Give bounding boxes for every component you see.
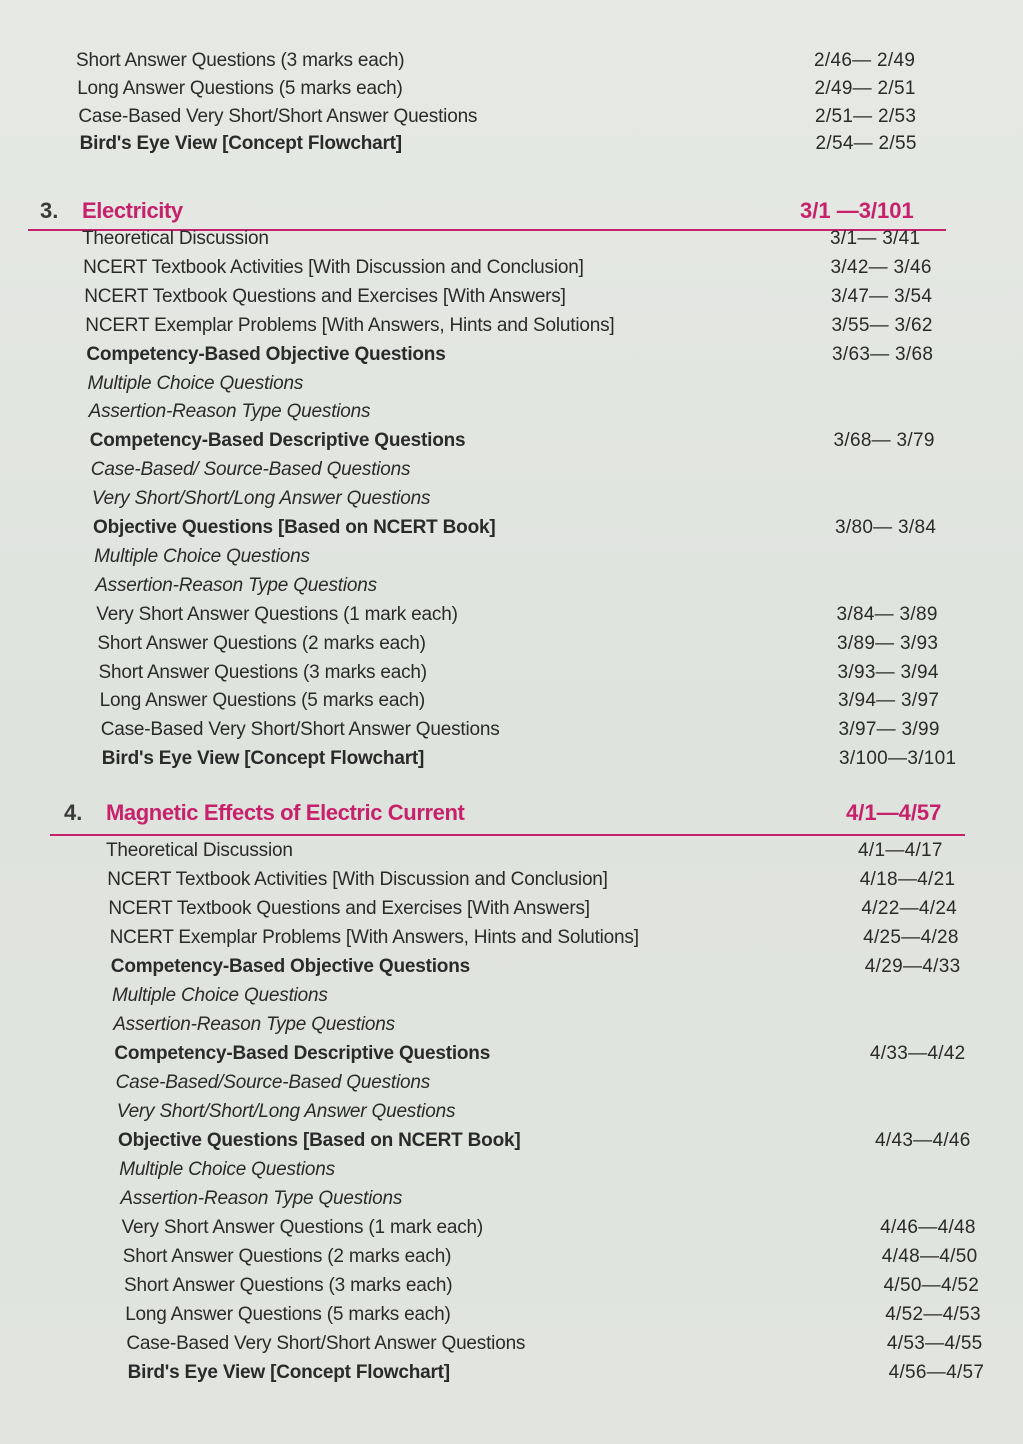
toc-entry-label: Short Answer Questions (2 marks each) [122,1246,452,1267]
toc-entry [0,746,1023,772]
toc-entry-pages: 4/43—4/46 [875,1130,971,1151]
toc-entry [0,1273,1023,1299]
toc-entry-label: Multiple Choice Questions [119,1159,335,1180]
toc-entry-pages: 4/52—4/53 [885,1304,981,1325]
toc-entry [0,76,1023,102]
toc-entry-pages: 4/33—4/42 [869,1043,966,1064]
toc-entry-pages: 4/29—4/33 [864,956,961,977]
toc-entry [0,371,1023,397]
toc-entry-label: Assertion-Reason Type Questions [95,574,377,596]
toc-entry [0,688,1023,714]
toc-entry [0,983,1023,1009]
toc-entry-label: NCERT Textbook Activities [With Discussion and Conclusion] [107,869,608,890]
toc-entry-label: Competency-Based Descriptive Questions [114,1043,491,1064]
toc-entry [0,1099,1023,1125]
toc-entry-label: Long Answer Questions (5 marks each) [99,690,426,712]
chapter-3-heading [0,196,1023,226]
toc-entry-pages: 3/97— 3/99 [838,719,940,741]
toc-entry-label: Competency-Based Descriptive Questions [89,430,466,452]
toc-entry-pages: 3/63— 3/68 [832,343,934,365]
toc-entry [0,838,1023,864]
toc-entry [0,226,1023,252]
toc-entry-label: Very Short/Short/Long Answer Questions [116,1101,456,1122]
toc-entry-pages: 4/50—4/52 [883,1275,980,1296]
toc-entry-label: NCERT Textbook Activities [With Discussion and Conclusion] [83,256,584,278]
toc-entry-label: Case-Based Very Short/Short Answer Questions [78,105,478,127]
chapter-4-page-range: 4/1—4/57 [846,800,942,825]
toc-entry-label: Short Answer Questions (2 marks each) [97,632,426,654]
toc-entry [0,867,1023,893]
toc-entry [0,717,1023,743]
toc-entry-label: Case-Based/ Source-Based Questions [90,459,411,481]
toc-entry [0,1244,1023,1270]
toc-entry [0,954,1023,980]
toc-entry-pages: 2/46— 2/49 [814,50,916,71]
toc-entry-label: Bird's Eye View [Concept Flowchart] [101,748,425,770]
toc-entry-label: Case-Based/Source-Based Questions [115,1072,431,1093]
toc-entry [0,486,1023,512]
toc-entry [0,284,1023,310]
toc-entry-pages: 2/49— 2/51 [814,77,916,99]
toc-entry [0,925,1023,951]
toc-entry-label: Competency-Based Objective Questions [86,343,446,365]
toc-entry-pages: 4/48—4/50 [881,1246,978,1267]
toc-entry-pages: 3/84— 3/89 [836,603,938,625]
toc-entry-label: Bird's Eye View [Concept Flowchart] [79,133,402,155]
toc-entry-label: Objective Questions [Based on NCERT Book] [93,517,496,538]
toc-entry-label: Assertion-Reason Type Questions [113,1014,395,1035]
toc-entry [0,515,1023,541]
toc-entry-pages: 4/53—4/55 [886,1333,983,1354]
toc-entry-pages: 4/56—4/57 [888,1362,985,1383]
toc-entry-label: Very Short Answer Questions (1 mark each) [96,603,458,625]
toc-entry [0,573,1023,599]
toc-entry [0,1157,1023,1183]
toc-entry [0,399,1023,425]
toc-entry [0,896,1023,922]
toc-entry-pages: 3/100—3/101 [839,748,957,770]
toc-entry [0,1041,1023,1067]
toc-entry-label: NCERT Exemplar Problems [With Answers, Hints and Solutions] [85,314,615,336]
toc-entry-label: NCERT Textbook Questions and Exercises [With Answers] [108,898,590,919]
toc-entry [0,1128,1023,1154]
toc-entry-pages: 4/46—4/48 [880,1217,976,1238]
toc-entry-pages: 3/55— 3/62 [831,314,933,336]
toc-entry [0,1302,1023,1328]
toc-entry-label: Very Short/Short/Long Answer Questions [91,488,431,510]
toc-entry-label: Objective Questions [Based on NCERT Book] [118,1130,521,1151]
toc-entry-label: Short Answer Questions (3 marks each) [98,661,427,683]
chapter-3-title: Electricity [82,198,183,223]
toc-entry [0,1186,1023,1212]
toc-entry-pages: 3/89— 3/93 [837,632,939,654]
toc-entry [0,1070,1023,1096]
toc-entry-label: Long Answer Questions (5 marks each) [77,77,403,99]
toc-entry-label: Short Answer Questions (3 marks each) [76,50,405,71]
toc-entry-pages: 2/54— 2/55 [815,133,917,155]
chapter-3-page-range: 3/1 —3/101 [800,198,914,223]
toc-entry-pages: 4/25—4/28 [863,927,959,948]
toc-entry-label: Assertion-Reason Type Questions [88,401,371,423]
toc-entry-label: Theoretical Discussion [106,840,293,861]
toc-entry [0,660,1023,686]
toc-entry-pages: 3/80— 3/84 [835,517,937,538]
toc-entry-pages: 4/22—4/24 [861,898,958,919]
toc-entry [0,1215,1023,1241]
toc-entry [0,1012,1023,1038]
toc-entry-pages: 3/42— 3/46 [830,256,932,278]
toc-entry-label: Competency-Based Objective Questions [110,956,470,977]
toc-entry-pages: 3/47— 3/54 [831,285,933,307]
toc-entry-label: Short Answer Questions (3 marks each) [124,1275,453,1296]
toc-entry-label: Theoretical Discussion [82,228,269,249]
toc-entry [0,602,1023,628]
toc-entry [0,428,1023,454]
toc-entry [0,104,1023,130]
toc-entry-label: Long Answer Questions (5 marks each) [125,1304,451,1325]
toc-entry-pages: 2/51— 2/53 [815,105,917,127]
toc-entry-pages: 3/68— 3/79 [833,430,935,452]
chapter-4-title: Magnetic Effects of Electric Current [106,800,465,825]
toc-entry [0,457,1023,483]
chapter-4-heading [0,798,1023,828]
toc-entry [0,48,1023,74]
toc-entry-pages: 3/93— 3/94 [837,661,939,683]
toc-entry-label: Bird's Eye View [Concept Flowchart] [127,1362,450,1383]
toc-entry [0,342,1023,368]
chapter-4-number: 4. [64,800,83,825]
toc-entry-label: Multiple Choice Questions [87,372,304,394]
toc-entry-label: Multiple Choice Questions [94,545,310,567]
toc-entry-pages: 3/1— 3/41 [830,228,921,249]
toc-entry [0,1360,1023,1386]
toc-entry [0,631,1023,657]
toc-entry [0,255,1023,281]
toc-entry-label: Assertion-Reason Type Questions [120,1188,403,1209]
toc-entry-label: Case-Based Very Short/Short Answer Questions [100,719,500,741]
toc-entry-label: Multiple Choice Questions [112,985,328,1006]
toc-entry-pages: 3/94— 3/97 [838,690,940,712]
toc-entry-pages: 4/18—4/21 [859,869,956,890]
toc-entry-pages: 4/1—4/17 [858,840,943,861]
toc-entry-label: Case-Based Very Short/Short Answer Questions [126,1333,526,1354]
toc-entry-label: NCERT Exemplar Problems [With Answers, Hints and Solutions] [109,927,639,948]
chapter-4-divider [50,834,965,836]
toc-entry-label: NCERT Textbook Questions and Exercises [With Answers] [84,285,566,307]
chapter-3-number: 3. [40,198,59,223]
toc-entry [0,544,1023,570]
toc-entry [0,131,1023,157]
toc-entry [0,313,1023,339]
toc-entry-label: Very Short Answer Questions (1 mark each) [121,1217,483,1238]
toc-entry [0,1331,1023,1357]
